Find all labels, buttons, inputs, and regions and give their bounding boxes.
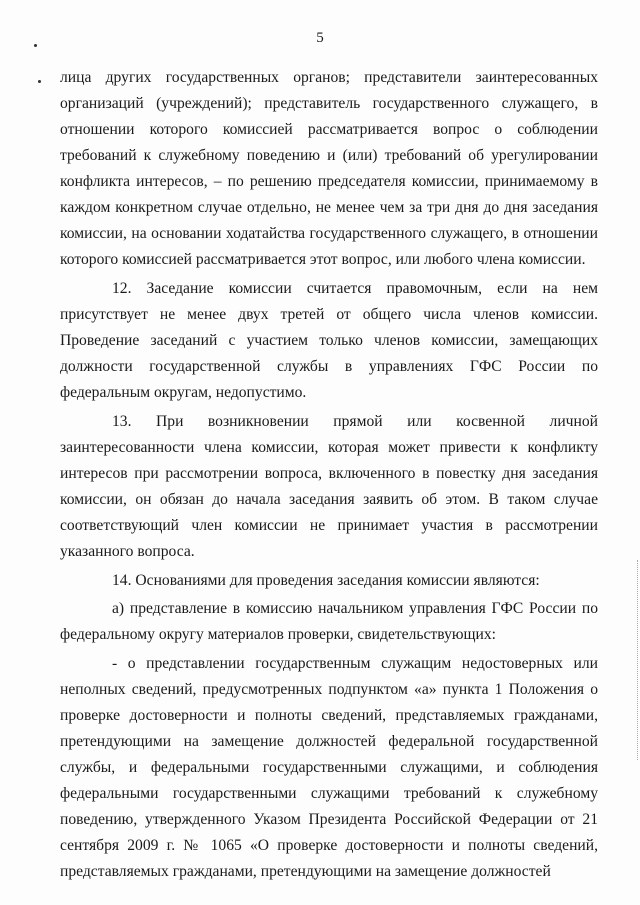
paragraph-13: 13. При возникновении прямой или косвенной личной заинтересованности члена комиссии, которая может привести к конфликту интересов при рассмотрении вопроса, включенного в повестку дня заседания комиссии, он обязан до начала заседания заявить об этом. В таком случае соответствующий член комиссии не принимает участия в рассмотрении указанного вопроса. (60, 413, 598, 560)
paragraph-14a: а) представление в комиссию начальником управления ГФС России по федеральному округу материалов проверки, свидетельствующих: (60, 600, 598, 643)
paragraph-14a-item: - о представлении государственным служащим недостоверных или неполных сведений, предусмотренных подпунктом «а» пункта 1 Положения о проверке достоверности и полноты сведений, представляемых гражданами, претендующими на замещение должностей федеральной государственной службы, и федеральными государственными служащими, и соблюдения федеральными государственными служащими требований к служебному поведению, утвержденного Указом Президента Российской Федерации от 21 сентября 2009 г. № 1065 «О проверке достоверности и полноты сведений, представляемых гражданами, претендующими на замещение должностей (60, 655, 598, 880)
paragraph-continuation: лица других государственных органов; представители заинтересованных организаций (учреждений); представитель государственного служащего, в отношении которого комиссией рассматривается вопрос о соблюдении требований к служебному поведению и (или) требований об урегулировании конфликта интересов, – по решению председателя комиссии, принимаемому в каждом конкретном случае отдельно, не менее чем за три дня до дня заседания комиссии, на основании ходатайства государственного служащего, в отношении которого комиссией рассматривается этот вопрос, или любого члена комиссии. (60, 69, 598, 268)
document-body (60, 65, 598, 885)
paragraph-14: 14. Основаниями для проведения заседания комиссии являются: (112, 572, 540, 589)
scan-dot (38, 80, 41, 83)
page-number: 5 (316, 30, 324, 46)
paragraph-12: 12. Заседание комиссии считается правомочным, если на нем присутствует не менее двух третей от общего числа членов комиссии. Проведение заседаний с участием только членов комиссии, замещающих должности государственной службы в управлениях ГФС России по федеральным округам, недопустимо. (60, 280, 598, 401)
scan-edge-artifact (635, 560, 638, 760)
